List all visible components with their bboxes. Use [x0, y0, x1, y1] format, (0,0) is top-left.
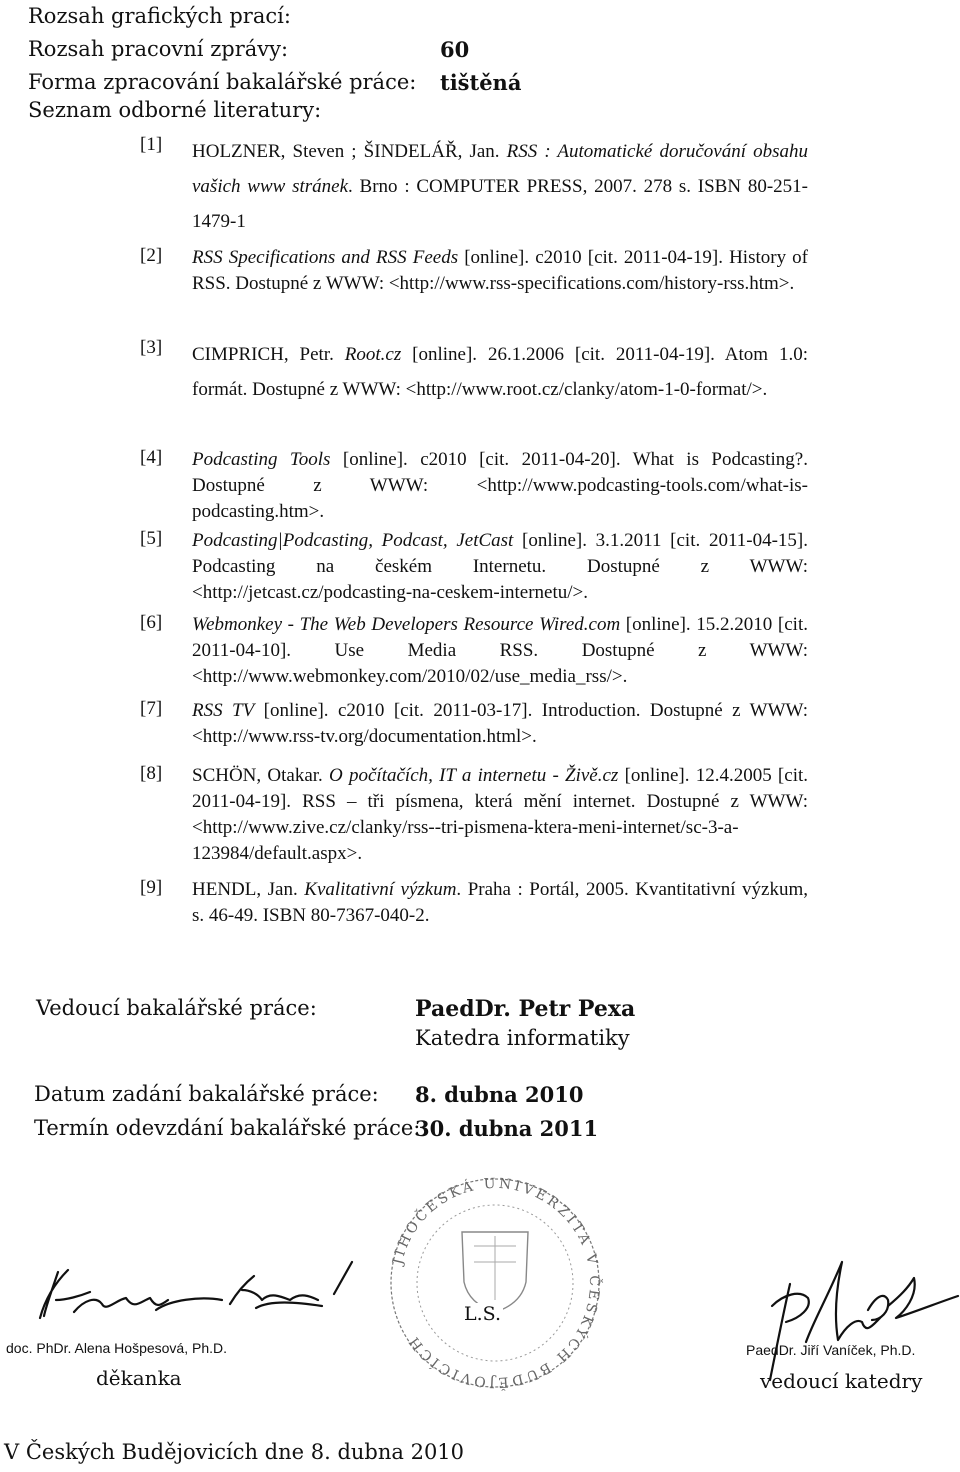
dean-role: děkanka — [96, 1366, 182, 1390]
supervisor-label: Vedoucí bakalářské práce: — [36, 996, 317, 1020]
reference-title: RSS : Automatické doručování obsahu vašich www stránek — [192, 141, 808, 197]
reference-segment: HENDL, Jan. — [192, 879, 305, 900]
reference-title: Kvalitativní výzkum — [304, 879, 457, 900]
head-name: PaedDr. Jiří Vaníček, Ph.D. — [746, 1342, 916, 1358]
reference-title: O počítačích, IT a internetu - Živě.cz — [329, 765, 619, 786]
reference-segment: [online]. c2010 [cit. 2011-04-19]. History of RSS. Dostupné z WWW: <http://www.rss-specifications.com/history-rss.htm>. — [192, 247, 809, 294]
reference-segment: [online]. c2010 [cit. 2011-03-17]. Introduction. Dostupné z WWW: <http://www.rss-tv.org/documentation.html>. — [192, 700, 809, 747]
graphics-scope-label: Rozsah grafických prací: — [28, 4, 291, 28]
reference-segment: . Praha : Portál, 2005. Kvantitativní výzkum, s. 46-49. ISBN 80-7367-040-2. — [192, 879, 808, 926]
reference-number: [9] — [140, 877, 163, 898]
assignment-date-value: 8. dubna 2010 — [415, 1082, 584, 1107]
supervisor-department: Katedra informatiky — [415, 1026, 630, 1050]
reference-title: Podcasting Tools — [192, 449, 331, 470]
thesis-form-label: Forma zpracování bakalářské práce: — [28, 70, 417, 94]
thesis-form-value: tištěná — [440, 70, 522, 95]
reference-title: RSS TV — [192, 700, 255, 721]
literature-label: Seznam odborné literatury: — [28, 98, 322, 122]
reference-segment: . Brno : COMPUTER PRESS, 2007. 278 s. ISBN 80-251-1479-1 — [192, 176, 808, 232]
reference-title: Podcasting|Podcasting, Podcast, JetCast — [192, 530, 514, 551]
reference-title: RSS Specifications and RSS Feeds — [192, 247, 459, 268]
supervisor-name: PaedDr. Petr Pexa — [415, 996, 636, 1022]
head-role: vedoucí katedry — [760, 1369, 923, 1393]
reference-segment: SCHÖN, Otakar. — [192, 765, 330, 786]
place-date: V Českých Budějovicích dne 8. dubna 2010 — [4, 1440, 465, 1464]
dean-name: doc. PhDr. Alena Hošpesová, Ph.D. — [6, 1340, 228, 1356]
deadline-label: Termín odevzdání bakalářské práce: — [34, 1116, 421, 1140]
assignment-date-label: Datum zadání bakalářské práce: — [34, 1082, 379, 1106]
reference-title: Root.cz — [344, 344, 402, 365]
reference-segment: [online]. 12.4.2005 [cit. 2011-04-19]. RSS – tři písmena, která mění internet. Dostupné z WWW: <http://www.zive.cz/clanky/rss--tri-pismena-ktera-meni-internet/sc-3-a-123984/default.aspx>. — [192, 765, 808, 864]
reference-number: [7] — [140, 698, 163, 719]
reference-segment: [online]. 15.2.2010 [cit. 2011-04-10]. Use Media RSS. Dostupné z WWW: <http://www.webmonkey.com/2010/02/use_media_rss/>. — [192, 614, 808, 687]
reference-segment: [online]. c2010 [cit. 2011-04-20]. What is Podcasting?. Dostupné z WWW: <http://www.podcasting-tools.com/what-is-podcasting.htm>. — [192, 449, 808, 522]
reference-segment: CIMPRICH, Petr. — [192, 344, 345, 365]
reference-segment: [online]. 3.1.2011 [cit. 2011-04-15]. Podcasting na českém Internetu. Dostupné z WWW: <http://jetcast.cz/podcasting-na-ceskem-internetu/>. — [192, 530, 808, 603]
reference-number: [6] — [140, 612, 163, 633]
report-scope-value: 60 — [440, 37, 470, 62]
seal-center-text: L.S. — [464, 1303, 502, 1325]
reference-number: [1] — [140, 134, 163, 155]
reference-number: [4] — [140, 447, 163, 468]
reference-title: Webmonkey - The Web Developers Resource Wired.com — [192, 614, 621, 635]
report-scope-label: Rozsah pracovní zprávy: — [28, 37, 289, 61]
reference-segment: HOLZNER, Steven ; ŠINDELÁŘ, Jan. — [192, 141, 507, 162]
reference-number: [5] — [140, 528, 163, 549]
reference-segment: [online]. 26.1.2006 [cit. 2011-04-19]. Atom 1.0: formát. Dostupné z WWW: <http://www.root.cz/clanky/atom-1-0-format/>. — [192, 344, 809, 400]
reference-number: [2] — [140, 245, 163, 266]
reference-number: [3] — [140, 337, 163, 358]
reference-number: [8] — [140, 763, 163, 784]
deadline-value: 30. dubna 2011 — [415, 1116, 599, 1141]
seal-ring-textpath: JIHOČESKÁ UNIVERZITA V ČESKÝCH BUDĚJOVICÍCH — [389, 1175, 603, 1391]
